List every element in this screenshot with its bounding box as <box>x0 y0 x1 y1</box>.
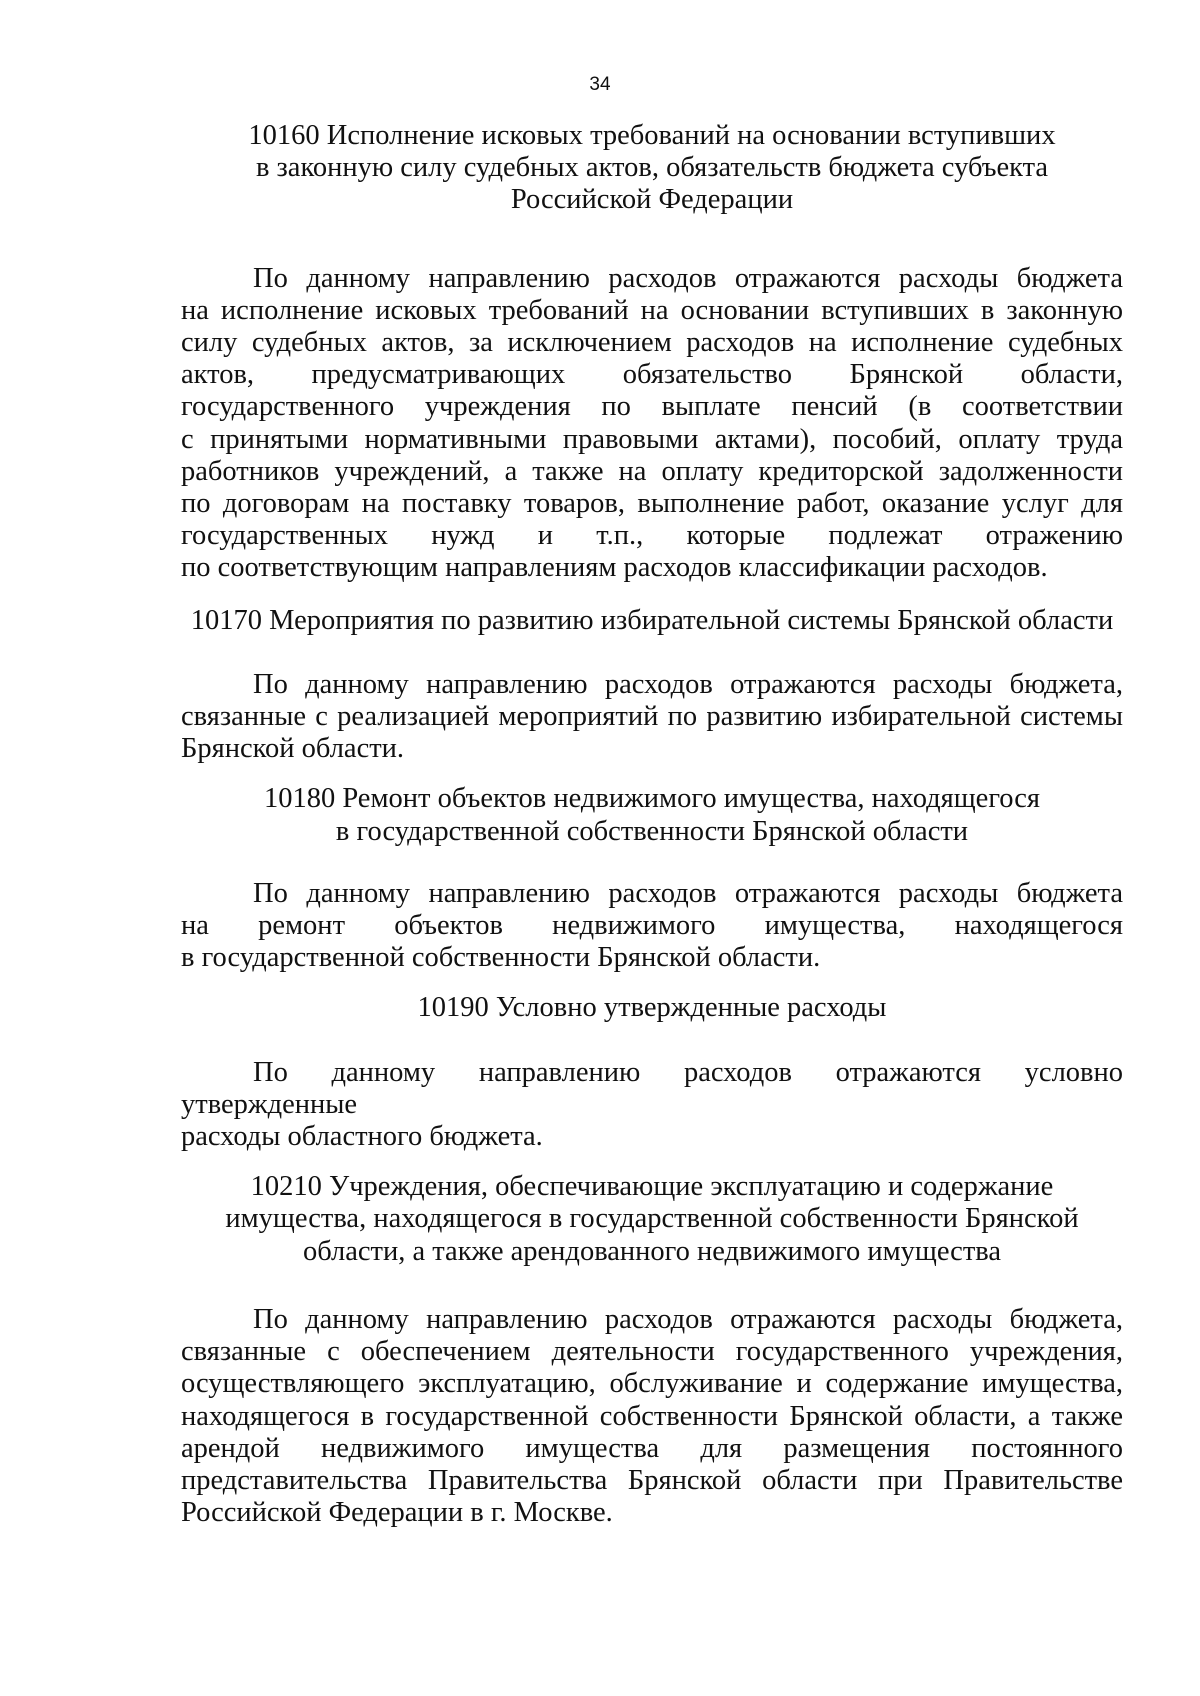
section-paragraph-10190 <box>181 1057 1123 1154</box>
paragraph-line: с принятыми нормативными правовыми актами), пособий, оплату труда <box>181 423 1123 455</box>
heading-line: 10210 Учреждения, обеспечивающие эксплуатацию и содержание <box>250 1171 1054 1203</box>
paragraph-line: государственного учреждения по выплате пенсий (в соответствии <box>181 391 1123 423</box>
heading-line: имущества, находящегося в государственной собственности Брянской <box>225 1203 1079 1235</box>
section-paragraph-10180 <box>181 878 1123 975</box>
document-body <box>181 120 1123 1529</box>
heading-line: 10160 Исполнение исковых требований на основании вступивших <box>248 120 1056 151</box>
paragraph-line: По данному направлению расходов отражаются расходы бюджета, <box>253 668 1123 700</box>
heading-line: в законную силу судебных актов, обязательств бюджета субъекта <box>255 152 1049 184</box>
page-number: 34 <box>589 74 611 95</box>
paragraph-line: на ремонт объектов недвижимого имущества, находящегося <box>181 910 1123 942</box>
paragraph-line: осуществляющего эксплуатацию, обслуживание и содержание имущества, <box>181 1368 1123 1400</box>
paragraph-line: Российской Федерации в г. Москве. <box>181 1497 613 1529</box>
paragraph-line: актов, предусматривающих обязательство Брянской области, <box>181 359 1123 391</box>
heading-line: Российской Федерации <box>510 184 794 216</box>
paragraph-line: расходы областного бюджета. <box>181 1121 543 1153</box>
paragraph-line: По данному направлению расходов отражаются расходы бюджета, <box>253 1303 1123 1335</box>
section-paragraph-10170 <box>181 669 1123 766</box>
paragraph-line: По данному направлению расходов отражаются расходы бюджета <box>253 877 1123 909</box>
paragraph-line: связанные с реализацией мероприятий по развитию избирательной системы <box>181 701 1123 733</box>
paragraph-line: работников учреждений, а также на оплату кредиторской задолженности <box>181 455 1123 487</box>
section-heading-10170 <box>181 605 1123 637</box>
heading-line: области, а также арендованного недвижимого имущества <box>302 1235 1002 1267</box>
heading-line: в государственной собственности Брянской области <box>335 815 969 847</box>
section-heading-10190 <box>181 992 1123 1024</box>
heading-line: 10190 Условно утвержденные расходы <box>417 992 887 1024</box>
paragraph-line: государственных нужд и т.п., которые подлежат отражению <box>181 520 1123 552</box>
heading-line: 10170 Мероприятия по развитию избирательной системы Брянской области <box>190 604 1114 636</box>
section-heading-10180 <box>181 783 1123 847</box>
paragraph-line: в государственной собственности Брянской области. <box>181 942 821 974</box>
section-heading-10160 <box>181 120 1123 217</box>
paragraph-line: связанные с обеспечением деятельности государственного учреждения, <box>181 1336 1123 1368</box>
section-heading-10210 <box>181 1171 1123 1268</box>
heading-line: 10180 Ремонт объектов недвижимого имущества, находящегося <box>263 783 1041 815</box>
paragraph-line: По данному направлению расходов отражаются условно утвержденные <box>181 1056 1123 1120</box>
section-paragraph-10160 <box>181 263 1123 585</box>
paragraph-line: арендой недвижимого имущества для размещения постоянного <box>181 1432 1123 1464</box>
paragraph-line: силу судебных актов, за исключением расходов на исполнение судебных <box>181 327 1123 359</box>
paragraph-line: на исполнение исковых требований на основании вступивших в законную <box>181 294 1123 326</box>
paragraph-line: По данному направлению расходов отражаются расходы бюджета <box>253 262 1123 294</box>
paragraph-line: представительства Правительства Брянской области при Правительстве <box>181 1464 1123 1496</box>
paragraph-line: по договорам на поставку товаров, выполнение работ, оказание услуг для <box>181 488 1123 520</box>
section-paragraph-10210 <box>181 1304 1123 1529</box>
paragraph-line: по соответствующим направлениям расходов классификации расходов. <box>181 552 1048 584</box>
paragraph-line: находящегося в государственной собственности Брянской области, а также <box>181 1400 1123 1432</box>
paragraph-line: Брянской области. <box>181 733 405 765</box>
